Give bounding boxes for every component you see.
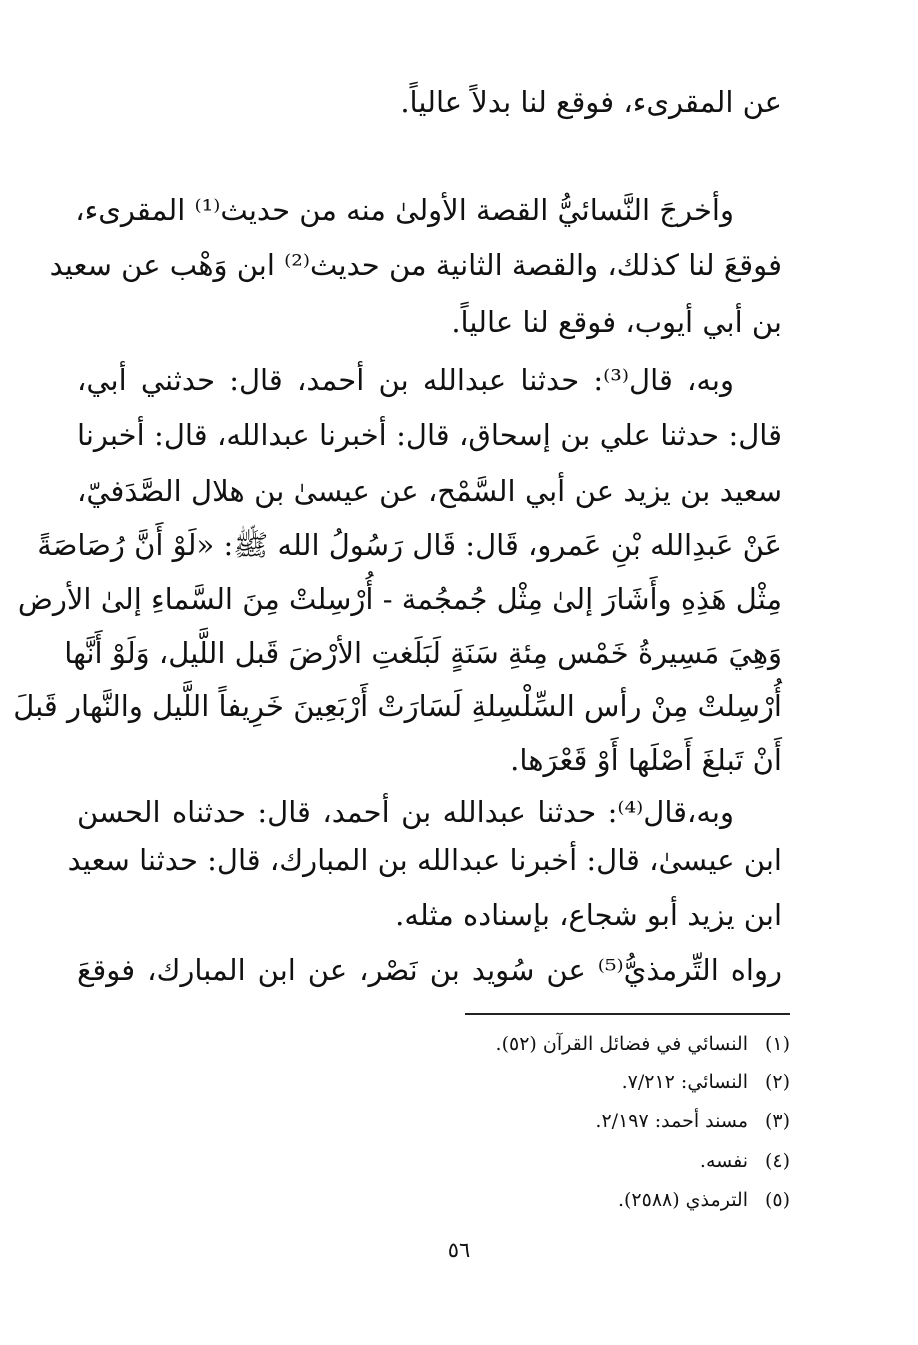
page-number: ٥٦ (447, 1238, 471, 1262)
footnote-text: الترمذي (٢٥٨٨). (617, 1189, 748, 1211)
footnote (700, 1147, 790, 1175)
text-line: وَهِيَ مَسِيرةُ خَمْس مِئةِ سَنَةٍ لَبَلَغتِ الأرْضَ قَبل اللَّيل، وَلَوْ أَنَّها (64, 636, 782, 670)
text-line: بن أبي أيوب، فوقع لنا عالياً. (451, 305, 782, 339)
text-line: قال: حدثنا علي بن إسحاق، قال: أخبرنا عبدالله، قال: أخبرنا (77, 418, 782, 452)
text-line: ابن يزيد أبو شجاع، بإسناده مثله. (395, 898, 782, 932)
footnote (496, 1030, 790, 1058)
footnote-number: (٣) (764, 1110, 790, 1132)
footnote-text: مسند أحمد: ٢/١٩٧. (595, 1110, 748, 1132)
footnote-number: (٤) (764, 1150, 790, 1172)
text-line: وأخرجَ النَّسائيُّ القصة الأولىٰ منه من حديث⁽¹⁾ المقرىء، (75, 193, 734, 227)
text-line: أُرْسِلتْ مِنْ رأس السِّلْسِلةِ لَسَارَتْ أَرْبَعِينَ خَرِيفاً اللَّيل والنَّهار قَبلَ (13, 689, 782, 723)
text-line: فوقعَ لنا كذلك، والقصة الثانية من حديث⁽²⁾ ابن وَهْب عن سعيد (49, 248, 782, 282)
footnote (595, 1107, 790, 1135)
footnote (618, 1186, 790, 1214)
text-line: أَنْ تَبلغَ أَصْلَها أَوْ قَعْرَها. (510, 743, 782, 777)
footnote-number: (٥) (764, 1189, 790, 1211)
text-line: وبه، قال⁽³⁾: حدثنا عبدالله بن أحمد، قال: حدثني أبي، (77, 363, 735, 397)
footnote-text: النسائي في فضائل القرآن (٥٢). (495, 1033, 748, 1055)
text-line: وبه،قال⁽⁴⁾: حدثنا عبدالله بن أحمد، قال: حدثناه الحسن (77, 795, 734, 829)
footnote-number: (٢) (764, 1071, 790, 1093)
text-line: مِثْل هَذِهِ وأَشَارَ إلىٰ مِثْل جُمجُمة - أُرْسِلتْ مِنَ السَّماءِ إلىٰ الأرض (17, 582, 782, 616)
footnote-separator (465, 1013, 790, 1015)
footnote-number: (١) (764, 1033, 790, 1055)
text-line: سعيد بن يزيد عن أبي السَّمْح، عن عيسىٰ بن هلال الصَّدَفيّ، (77, 474, 782, 508)
text-line: ابن عيسىٰ، قال: أخبرنا عبدالله بن المبارك، قال: حدثنا سعيد (67, 843, 782, 877)
footnote (622, 1068, 790, 1096)
footnote-text: نفسه. (699, 1150, 748, 1172)
text-line: عن المقرىء، فوقع لنا بدلاً عالياً. (400, 85, 782, 119)
text-line: رواه التِّرمذيُّ⁽⁵⁾ عن سُويد بن نَصْر، عن ابن المبارك، فوقعَ (77, 953, 782, 987)
text-line: عَنْ عَبدِالله بْنِ عَمرو، قَال: قَال رَسُولُ الله ﷺ: «لَوْ أَنَّ رُصَاصَةً (37, 528, 782, 562)
footnote-text: النسائي: ٧/٢١٢. (621, 1071, 748, 1093)
